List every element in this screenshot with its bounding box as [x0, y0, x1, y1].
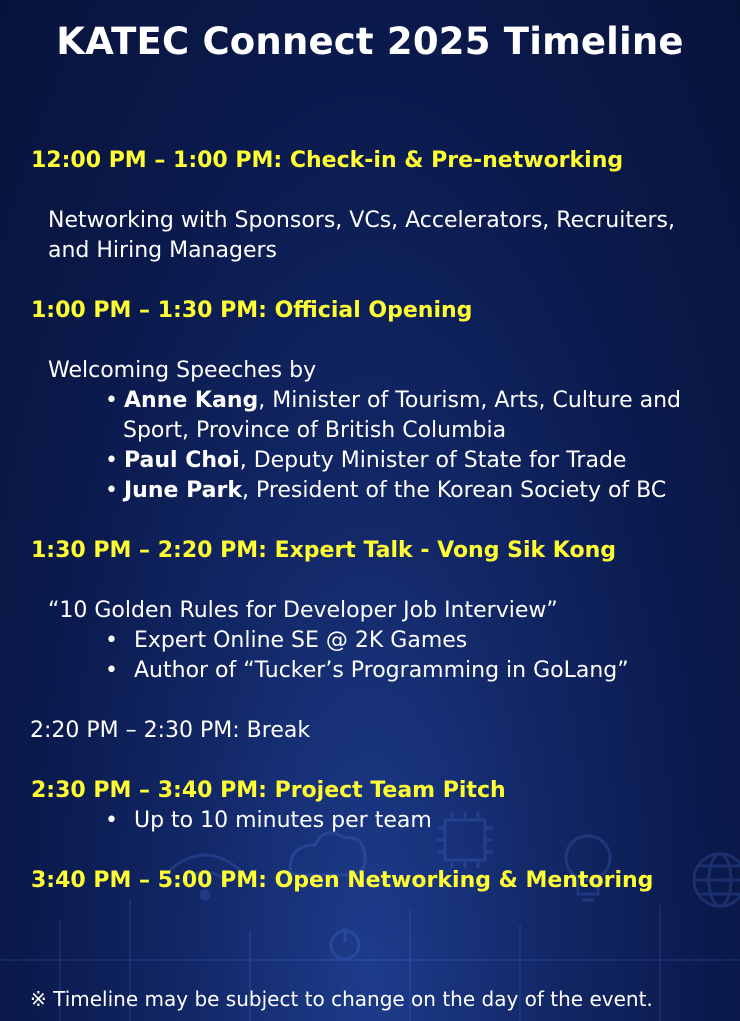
bullet: • [105, 628, 118, 653]
speaker-name: June Park [124, 478, 242, 503]
section-heading-pitch: 2:30 PM – 3:40 PM: Project Team Pitch [31, 778, 506, 803]
bullet: • [105, 808, 118, 833]
speaker-item [105, 386, 681, 416]
section-heading-networking: 3:40 PM – 5:00 PM: Open Networking & Mentoring [31, 868, 654, 893]
chip-icon [437, 812, 493, 868]
page-title: KATEC Connect 2025 Timeline [56, 20, 684, 63]
speaker-item [105, 476, 666, 506]
section-body-line: and Hiring Managers [48, 238, 277, 263]
break-item: 2:20 PM – 2:30 PM: Break [30, 718, 311, 743]
speaker-role-continued: Sport, Province of British Columbia [123, 418, 507, 443]
speaker-role: , President of the Korean Society of BC [241, 478, 667, 503]
talk-title: “10 Golden Rules for Developer Job Interview” [48, 598, 558, 623]
speaker-name: Paul Choi [124, 448, 240, 473]
section-body-line: Networking with Sponsors, VCs, Accelerators, Recruiters, [48, 208, 675, 233]
speaker-name: Anne Kang [124, 388, 259, 413]
bullet: • [105, 478, 118, 503]
bullet: • [105, 388, 118, 413]
power-icon [331, 928, 359, 959]
list-item: • Up to 10 minutes per team [105, 806, 432, 836]
bullet: • [105, 448, 118, 473]
speaker-role: , Deputy Minister of State for Trade [239, 448, 627, 473]
footnote: ※ Timeline may be subject to change on the day of the event. [30, 987, 653, 1011]
list-item: • Author of “Tucker’s Programming in GoLang” [105, 656, 629, 686]
globe-icon [694, 854, 740, 906]
speaker-item [105, 446, 626, 476]
speaker-role: , Minister of Tourism, Arts, Culture and [258, 388, 682, 413]
section-intro: Welcoming Speeches by [48, 358, 317, 383]
section-heading-expert-talk: 1:30 PM – 2:20 PM: Expert Talk - Vong Sik Kong [31, 538, 616, 563]
section-heading-opening: 1:00 PM – 1:30 PM: Official Opening [31, 298, 473, 323]
section-heading-checkin: 12:00 PM – 1:00 PM: Check-in & Pre-networking [31, 148, 624, 173]
list-item: • Expert Online SE @ 2K Games [105, 626, 467, 656]
bullet: • [105, 658, 118, 683]
